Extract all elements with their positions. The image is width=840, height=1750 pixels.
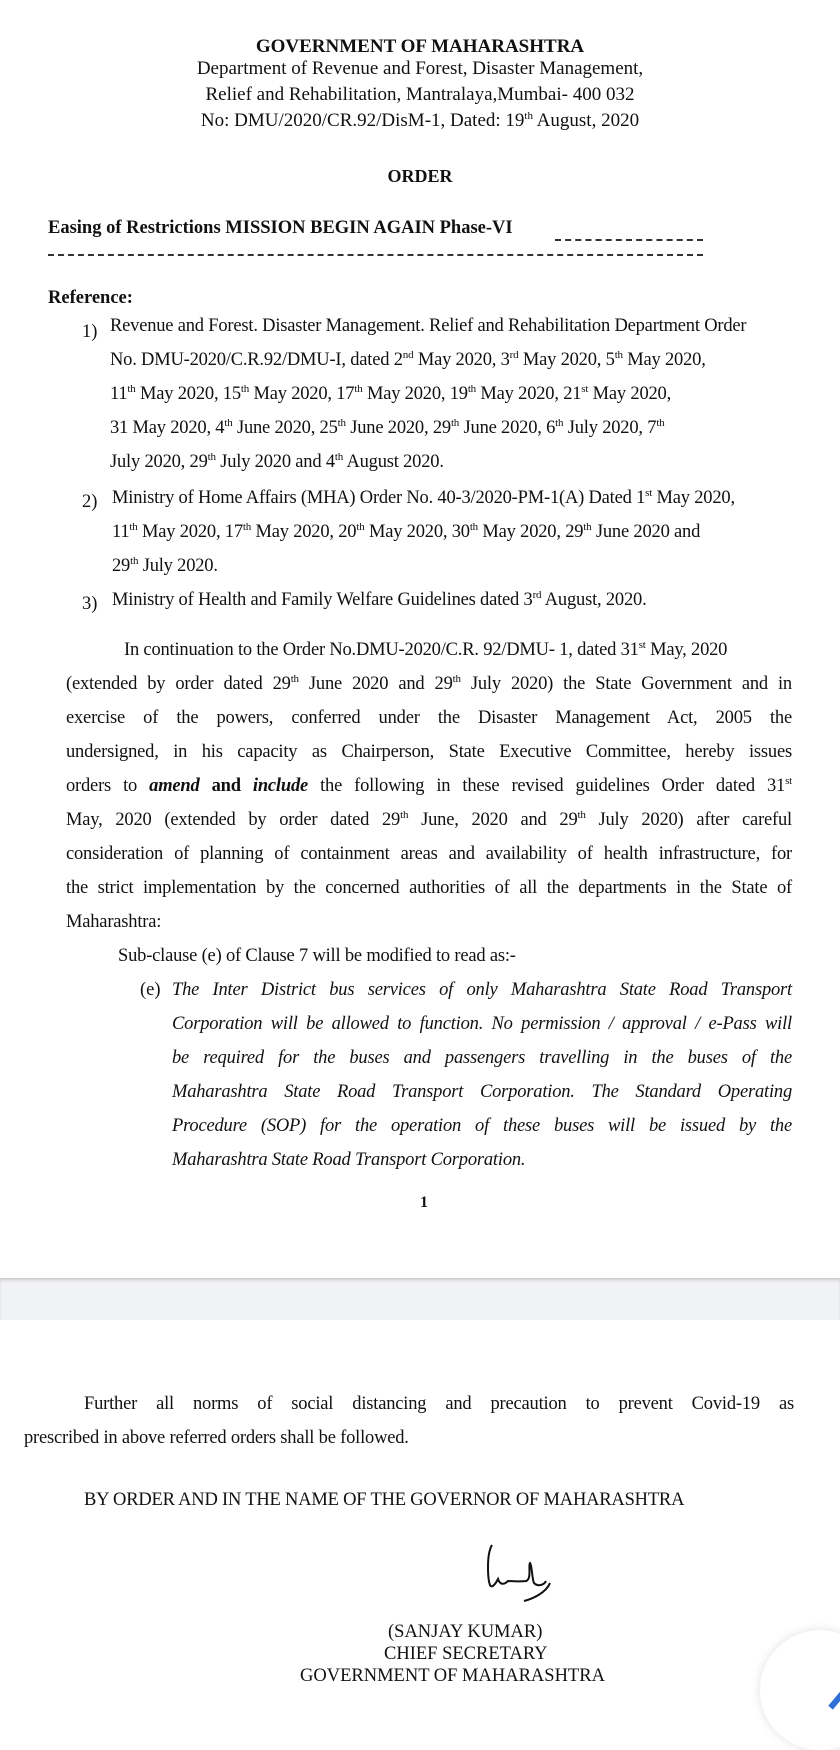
sub-clause-line: The Inter District bus services of only Maharashtra State Road Transport <box>172 980 792 1000</box>
further-norms-line2: prescribed in above referred orders shall be followed. <box>24 1428 409 1448</box>
header-ref-no: No: DMU/2020/CR.92/DisM-1, Dated: 19th August, 2020 <box>200 110 640 131</box>
reference-line: July 2020, 29th July 2020 and 4th August 2020. <box>110 451 444 472</box>
reference-item-number: 1) <box>82 322 98 342</box>
signatory-name: (SANJAY KUMAR) <box>388 1622 543 1642</box>
reference-line: No. DMU-2020/C.R.92/DMU-I, dated 2nd May 2020, 3rd May 2020, 5th May 2020, <box>110 349 706 370</box>
signatory-title: CHIEF SECRETARY <box>384 1644 548 1664</box>
body-line: (extended by order dated 29th June 2020 and 29th July 2020) the State Government and in <box>66 673 792 694</box>
document-page-2 <box>0 1320 840 1704</box>
reference-line: 31 May 2020, 4th June 2020, 25th June 2020, 29th June 2020, 6th July 2020, 7th <box>110 417 665 438</box>
reference-line: Revenue and Forest. Disaster Management. Relief and Rehabilitation Department Order <box>110 316 747 336</box>
header-dept-line2: Relief and Rehabilitation, Mantralaya,Mumbai- 400 032 <box>205 84 635 105</box>
sub-clause-line: Corporation will be allowed to function. No permission / approval / e-Pass will <box>172 1014 792 1034</box>
reference-line: 11th May 2020, 15th May 2020, 17th May 2020, 19th May 2020, 21st May 2020, <box>110 383 672 404</box>
reference-line: 11th May 2020, 17th May 2020, 20th May 2020, 30th May 2020, 29th June 2020 and <box>112 521 701 542</box>
body-line-emphasis: orders to amend and include the following in these revised guidelines Order dated 31st <box>66 775 792 796</box>
body-line: the strict implementation by the concerned authorities of all the departments in the State of <box>66 878 792 898</box>
sub-clause-line: Procedure (SOP) for the operation of these buses will be issued by the <box>172 1116 792 1136</box>
sub-clause-line: Maharashtra State Road Transport Corporation. The Standard Operating <box>172 1082 792 1102</box>
signatory-org: GOVERNMENT OF MAHARASHTRA <box>300 1666 605 1686</box>
by-order-line: BY ORDER AND IN THE NAME OF THE GOVERNOR OF MAHARASHTRA <box>84 1490 685 1510</box>
order-title: ORDER <box>387 166 453 186</box>
body-line: May, 2020 (extended by order dated 29th June, 2020 and 29th July 2020) after careful <box>66 809 792 830</box>
page-separator <box>0 1278 840 1320</box>
sub-clause-line: Maharashtra State Road Transport Corporation. <box>172 1150 526 1170</box>
header-dept-line1: Department of Revenue and Forest, Disaster Management, <box>196 58 644 79</box>
reference-line: 29th July 2020. <box>112 555 218 576</box>
body-line: undersigned, in his capacity as Chairperson, State Executive Committee, hereby issues <box>66 742 792 762</box>
reference-item-number: 2) <box>82 492 98 512</box>
dashed-divider <box>48 254 703 256</box>
body-line: Maharashtra: <box>66 912 162 932</box>
subject-line: Easing of Restrictions MISSION BEGIN AGAIN Phase-VI <box>48 218 513 238</box>
signature-icon <box>480 1535 580 1615</box>
sub-clause-line: be required for the buses and passengers travelling in the buses of the <box>172 1048 792 1068</box>
body-line: exercise of the powers, conferred under the Disaster Management Act, 2005 the <box>66 708 792 728</box>
reference-line: Ministry of Health and Family Welfare Guidelines dated 3rd August, 2020. <box>112 589 647 610</box>
page-number: 1 <box>420 1194 428 1211</box>
further-norms-line1: Further all norms of social distancing and precaution to prevent Covid-19 as <box>84 1394 794 1414</box>
body-line: In continuation to the Order No.DMU-2020/C.R. 92/DMU- 1, dated 31st May, 2020 <box>124 639 728 660</box>
dashed-divider-top <box>555 239 703 241</box>
sub-clause-intro: Sub-clause (e) of Clause 7 will be modified to read as:- <box>118 946 516 966</box>
body-line: consideration of planning of containment areas and availability of health infrastructure, for <box>66 844 792 864</box>
sub-clause-label: (e) <box>140 980 161 1000</box>
reference-line: Ministry of Home Affairs (MHA) Order No. 40-3/2020-PM-1(A) Dated 1st May 2020, <box>112 487 735 508</box>
header-org: GOVERNMENT OF MAHARASHTRA <box>255 36 585 57</box>
reference-heading: Reference: <box>48 288 133 308</box>
reference-item-number: 3) <box>82 594 98 614</box>
